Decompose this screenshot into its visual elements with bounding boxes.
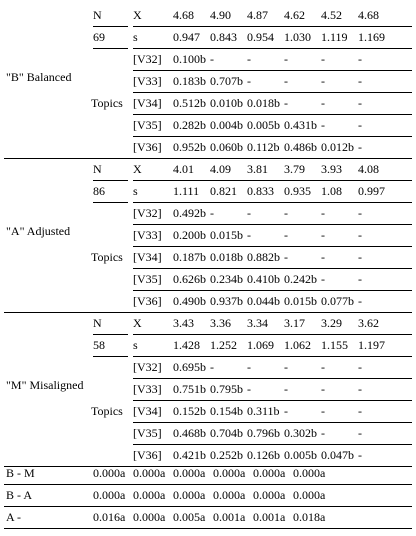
comparison-cell: 0.000a	[213, 488, 246, 502]
p-value-cell: 0.751b	[173, 382, 206, 396]
comparison-cell: 0.016a	[93, 510, 126, 524]
p-value-cell: -	[284, 404, 288, 418]
variable-label: [V32]	[133, 206, 162, 220]
p-value-cell: -	[321, 250, 325, 264]
rule-line	[133, 180, 412, 181]
sd-cell: 1.197	[358, 338, 385, 352]
rule-line	[4, 484, 412, 485]
sd-cell: 1.119	[321, 30, 348, 44]
p-value-cell: 0.012b	[321, 140, 354, 154]
rule-line	[93, 48, 128, 49]
p-value-cell: 0.047b	[321, 448, 354, 462]
p-value-cell: -	[321, 426, 325, 440]
p-value-cell: -	[284, 360, 288, 374]
p-value-cell: 0.882b	[247, 250, 280, 264]
topics-label: Topics	[91, 96, 123, 110]
comparison-label: B - A	[6, 488, 33, 502]
rule-line	[93, 356, 128, 357]
sd-cell: 0.935	[284, 184, 311, 198]
rule-line	[133, 92, 412, 93]
comparison-cell: 0.000a	[213, 466, 246, 480]
sd-cell: 1.155	[321, 338, 348, 352]
variable-label: [V33]	[133, 382, 162, 396]
p-value-cell: -	[321, 228, 325, 242]
p-value-cell: 0.695b	[173, 360, 206, 374]
variable-label: [V35]	[133, 272, 162, 286]
rule-line	[4, 506, 412, 507]
variable-label: [V34]	[133, 404, 162, 418]
comparison-cell: 0.005a	[173, 510, 206, 524]
p-value-cell: -	[358, 294, 362, 308]
p-value-cell: -	[321, 74, 325, 88]
rule-line	[133, 268, 412, 269]
n-label: N	[93, 162, 102, 176]
rule-line	[133, 48, 412, 49]
group-separator	[4, 466, 412, 467]
n-label: N	[93, 316, 102, 330]
p-value-cell: 0.410b	[247, 272, 280, 286]
p-value-cell: -	[358, 228, 362, 242]
mean-cell: 4.68	[173, 8, 194, 22]
p-value-cell: -	[247, 228, 251, 242]
p-value-cell: 0.952b	[173, 140, 206, 154]
p-value-cell: 0.183b	[173, 74, 206, 88]
mean-cell: 4.08	[358, 162, 379, 176]
p-value-cell: 0.937b	[210, 294, 243, 308]
p-value-cell: 0.015b	[284, 294, 317, 308]
comparison-cell: 0.000a	[253, 466, 286, 480]
p-value-cell: -	[321, 360, 325, 374]
p-value-cell: -	[358, 52, 362, 66]
x-label: X	[133, 162, 142, 176]
p-value-cell: -	[321, 404, 325, 418]
rule-line	[4, 528, 412, 529]
p-value-cell: -	[358, 360, 362, 374]
p-value-cell: -	[247, 382, 251, 396]
mean-cell: 4.90	[210, 8, 231, 22]
s-label: s	[133, 30, 138, 44]
mean-cell: 3.62	[358, 316, 379, 330]
sd-cell: 0.833	[247, 184, 274, 198]
rule-line	[133, 444, 412, 445]
p-value-cell: -	[358, 448, 362, 462]
p-value-cell: 0.100b	[173, 52, 206, 66]
variable-label: [V36]	[133, 140, 162, 154]
group-label: "A" Adjusted	[6, 224, 71, 238]
mean-cell: 4.01	[173, 162, 194, 176]
p-value-cell: -	[321, 52, 325, 66]
sd-cell: 0.954	[247, 30, 274, 44]
mean-cell: 4.09	[210, 162, 231, 176]
comparison-cell: 0.018a	[293, 510, 326, 524]
p-value-cell: 0.252b	[210, 448, 243, 462]
rule-line	[133, 224, 412, 225]
p-value-cell: 0.421b	[173, 448, 206, 462]
p-value-cell: 0.704b	[210, 426, 243, 440]
p-value-cell: 0.010b	[210, 96, 243, 110]
p-value-cell: 0.486b	[284, 140, 317, 154]
p-value-cell: -	[358, 404, 362, 418]
mean-cell: 4.62	[284, 8, 305, 22]
n-value: 86	[93, 184, 105, 198]
rule-line	[133, 356, 412, 357]
p-value-cell: -	[358, 140, 362, 154]
group-label: "B" Balanced	[6, 70, 72, 84]
p-value-cell: -	[321, 206, 325, 220]
p-value-cell: 0.044b	[247, 294, 280, 308]
variable-label: [V35]	[133, 426, 162, 440]
comparison-cell: 0.000a	[173, 488, 206, 502]
rule-line	[133, 246, 412, 247]
n-value: 69	[93, 30, 105, 44]
p-value-cell: -	[358, 272, 362, 286]
rule-line	[133, 136, 412, 137]
mean-cell: 3.29	[321, 316, 342, 330]
p-value-cell: 0.200b	[173, 228, 206, 242]
p-value-cell: 0.282b	[173, 118, 206, 132]
p-value-cell: 0.187b	[173, 250, 206, 264]
p-value-cell: -	[358, 206, 362, 220]
p-value-cell: -	[210, 52, 214, 66]
p-value-cell: -	[358, 426, 362, 440]
mean-cell: 4.68	[358, 8, 379, 22]
p-value-cell: -	[358, 118, 362, 132]
rule-line	[93, 180, 128, 181]
mean-cell: 3.17	[284, 316, 305, 330]
p-value-cell: -	[210, 360, 214, 374]
p-value-cell: 0.112b	[247, 140, 280, 154]
p-value-cell: -	[284, 382, 288, 396]
p-value-cell: 0.126b	[247, 448, 280, 462]
rule-line	[93, 202, 128, 203]
rule-line	[133, 70, 412, 71]
comparison-cell: 0.000a	[293, 488, 326, 502]
p-value-cell: -	[247, 206, 251, 220]
rule-line	[133, 26, 412, 27]
p-value-cell: 0.242b	[284, 272, 317, 286]
comparison-cell: 0.000a	[133, 466, 166, 480]
variable-label: [V34]	[133, 96, 162, 110]
comparison-cell: 0.000a	[93, 488, 126, 502]
p-value-cell: 0.512b	[173, 96, 206, 110]
comparison-cell: 0.000a	[133, 510, 166, 524]
mean-cell: 3.81	[247, 162, 268, 176]
p-value-cell: 0.234b	[210, 272, 243, 286]
sd-cell: 1.428	[173, 338, 200, 352]
p-value-cell: 0.077b	[321, 294, 354, 308]
p-value-cell: 0.005b	[247, 118, 280, 132]
p-value-cell: 0.004b	[210, 118, 243, 132]
p-value-cell: -	[358, 250, 362, 264]
x-label: X	[133, 316, 142, 330]
p-value-cell: 0.626b	[173, 272, 206, 286]
sd-cell: 0.997	[358, 184, 385, 198]
p-value-cell: -	[321, 272, 325, 286]
comparison-cell: 0.000a	[173, 466, 206, 480]
mean-cell: 3.79	[284, 162, 305, 176]
topics-label: Topics	[91, 250, 123, 264]
p-value-cell: 0.468b	[173, 426, 206, 440]
p-value-cell: -	[247, 52, 251, 66]
p-value-cell: -	[358, 382, 362, 396]
sd-cell: 0.947	[173, 30, 200, 44]
variable-label: [V35]	[133, 118, 162, 132]
sd-cell: 1.08	[321, 184, 342, 198]
p-value-cell: -	[247, 360, 251, 374]
p-value-cell: -	[210, 206, 214, 220]
p-value-cell: 0.018b	[210, 250, 243, 264]
p-value-cell: -	[284, 52, 288, 66]
n-value: 58	[93, 338, 105, 352]
p-value-cell: -	[284, 228, 288, 242]
p-value-cell: 0.018b	[247, 96, 280, 110]
x-label: X	[133, 8, 142, 22]
rule-line	[133, 400, 412, 401]
comparison-cell: 0.000a	[253, 488, 286, 502]
p-value-cell: -	[247, 74, 251, 88]
sd-cell: 0.821	[210, 184, 237, 198]
rule-line	[93, 334, 128, 335]
p-value-cell: 0.431b	[284, 118, 317, 132]
sd-cell: 1.062	[284, 338, 311, 352]
comparison-cell: 0.001a	[253, 510, 286, 524]
topics-label: Topics	[91, 404, 123, 418]
p-value-cell: -	[321, 96, 325, 110]
rule-line	[133, 422, 412, 423]
p-value-cell: -	[284, 74, 288, 88]
sd-cell: 1.252	[210, 338, 237, 352]
p-value-cell: 0.302b	[284, 426, 317, 440]
rule-line	[133, 202, 412, 203]
sd-cell: 1.111	[173, 184, 200, 198]
p-value-cell: -	[321, 118, 325, 132]
group-label: "M" Misaligned	[6, 378, 84, 392]
p-value-cell: 0.795b	[210, 382, 243, 396]
mean-cell: 4.87	[247, 8, 268, 22]
comparison-cell: 0.000a	[93, 466, 126, 480]
s-label: s	[133, 338, 138, 352]
comparison-cell: 0.001a	[213, 510, 246, 524]
sd-cell: 0.843	[210, 30, 237, 44]
mean-cell: 3.43	[173, 316, 194, 330]
comparison-cell: 0.000a	[133, 488, 166, 502]
variable-label: [V32]	[133, 360, 162, 374]
p-value-cell: 0.060b	[210, 140, 243, 154]
p-value-cell: 0.796b	[247, 426, 280, 440]
p-value-cell: -	[284, 206, 288, 220]
n-label: N	[93, 8, 102, 22]
rule-line	[133, 290, 412, 291]
p-value-cell: 0.015b	[210, 228, 243, 242]
comparison-cell: 0.000a	[293, 466, 326, 480]
variable-label: [V36]	[133, 448, 162, 462]
variable-label: [V36]	[133, 294, 162, 308]
sd-cell: 1.169	[358, 30, 385, 44]
group-separator	[4, 312, 412, 313]
comparison-label: B - M	[6, 466, 35, 480]
mean-cell: 3.36	[210, 316, 231, 330]
mean-cell: 3.34	[247, 316, 268, 330]
p-value-cell: 0.492b	[173, 206, 206, 220]
p-value-cell: 0.311b	[247, 404, 280, 418]
variable-label: [V33]	[133, 228, 162, 242]
s-label: s	[133, 184, 138, 198]
sd-cell: 1.030	[284, 30, 311, 44]
rule-line	[133, 114, 412, 115]
p-value-cell: -	[358, 96, 362, 110]
p-value-cell: 0.154b	[210, 404, 243, 418]
variable-label: [V32]	[133, 52, 162, 66]
rule-line	[133, 378, 412, 379]
p-value-cell: 0.152b	[173, 404, 206, 418]
group-separator	[4, 158, 412, 159]
sd-cell: 1.069	[247, 338, 274, 352]
mean-cell: 3.93	[321, 162, 342, 176]
p-value-cell: -	[284, 250, 288, 264]
p-value-cell: -	[321, 382, 325, 396]
variable-label: [V33]	[133, 74, 162, 88]
p-value-cell: 0.005b	[284, 448, 317, 462]
rule-line	[93, 26, 128, 27]
variable-label: [V34]	[133, 250, 162, 264]
p-value-cell: 0.490b	[173, 294, 206, 308]
mean-cell: 4.52	[321, 8, 342, 22]
p-value-cell: -	[284, 96, 288, 110]
p-value-cell: -	[358, 74, 362, 88]
p-value-cell: 0.707b	[210, 74, 243, 88]
comparison-label: A -	[6, 510, 21, 524]
rule-line	[133, 334, 412, 335]
